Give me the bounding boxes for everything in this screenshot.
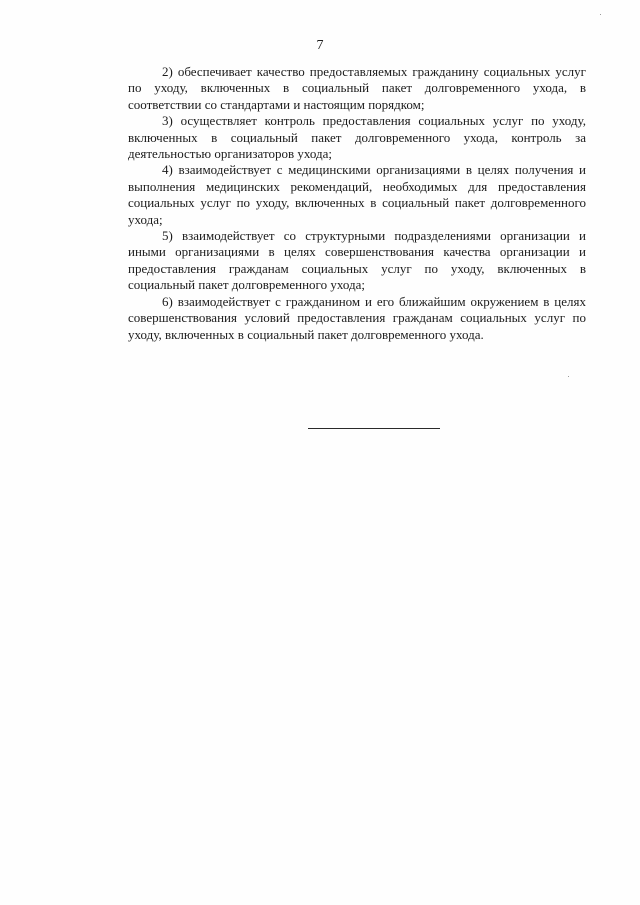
scan-speck [600, 14, 601, 15]
end-separator-line [308, 428, 440, 429]
page-number: 7 [316, 38, 324, 53]
paragraph-item-5: 5) взаимодействует со структурными подразделениями организации и иными организациями в целях совершенствования качества организации и предоставления гражданам социальных услуг по уходу, включенных в социальный пакет долговременного ухода; [128, 228, 586, 293]
scan-speck [568, 376, 569, 377]
paragraph-item-2: 2) обеспечивает качество предоставляемых гражданину социальных услуг по уходу, включенных в социальный пакет долговременного ухода, в соответствии со стандартами и настоящим порядком; [128, 64, 586, 112]
document-body [128, 64, 586, 343]
paragraph-item-4: 4) взаимодействует с медицинскими организациями в целях получения и выполнения медицинских рекомендаций, необходимых для предоставления социальных услуг по уходу, включенных в социальный пакет долговременного ухода; [128, 162, 586, 227]
paragraph-item-3: 3) осуществляет контроль предоставления социальных услуг по уходу, включенных в социальный пакет долговременного ухода, контроль за деятельностью организаторов ухода; [128, 113, 586, 162]
paragraph-item-6: 6) взаимодействует с гражданином и его ближайшим окружением в целях совершенствования условий предоставления гражданам социальных услуг по уходу, включенных в социальный пакет долговременного ухода. [128, 293, 586, 342]
